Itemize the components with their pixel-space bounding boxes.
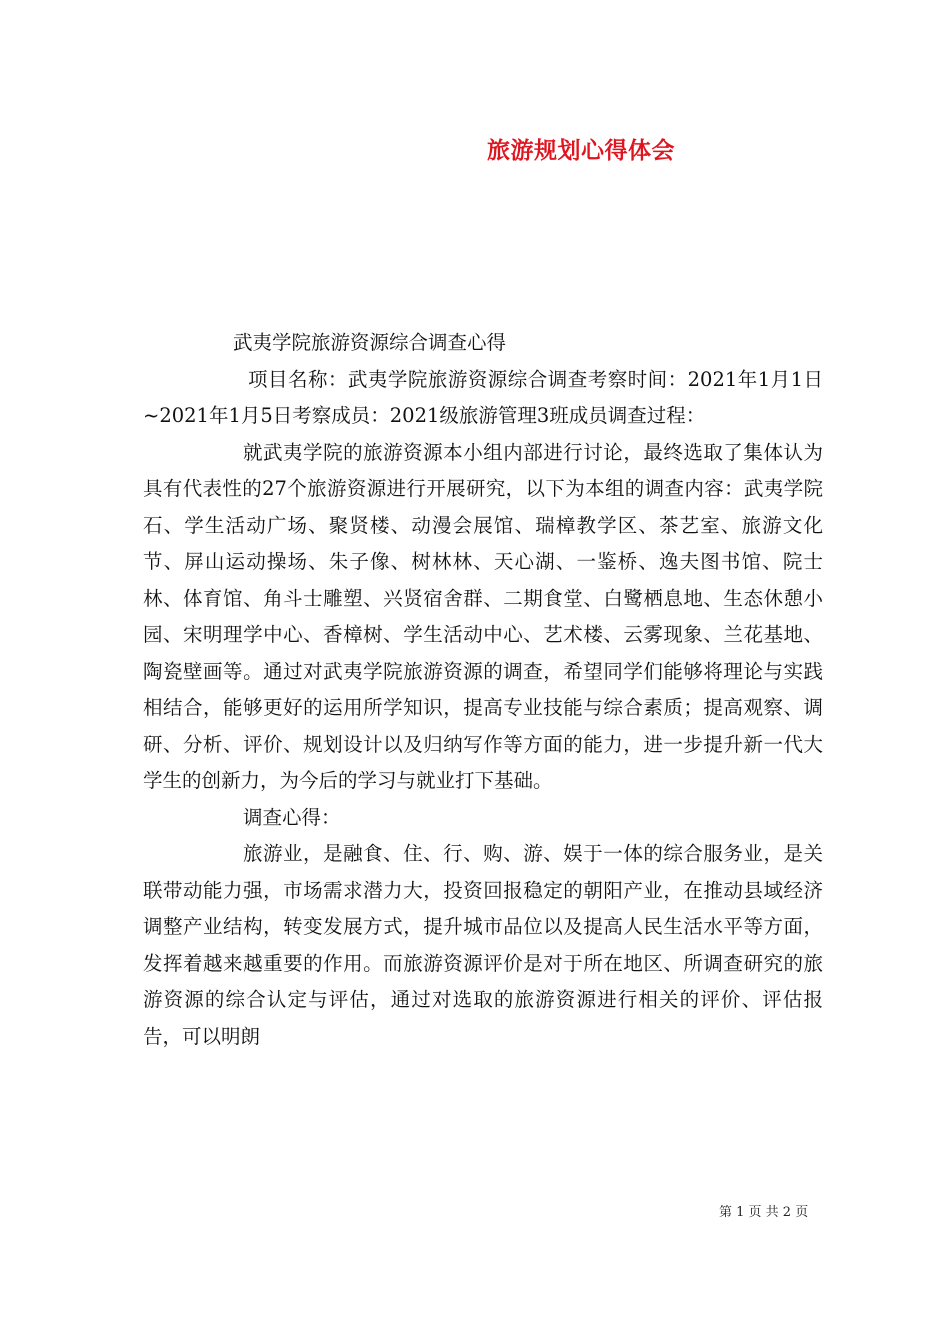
page-number: 第 1 页 共 2 页 (719, 1205, 809, 1220)
process-paragraph: 就武夷学院的旅游资源本小组内部进行讨论，最终选取了集体认为具有代表性的27个旅游资源进行开展研究，以下为本组的调查内容：武夷学院石、学生活动广场、聚贤楼、动漫会展馆、瑞樟教学区、茶艺室、旅游文化节、屏山运动操场、朱子像、树林林、天心湖、一鉴桥、逸夫图书馆、院士林、体育馆、角斗士雕塑、兴贤宿舍群、二期食堂、白鹭栖息地、生态休憩小园、宋明理学中心、香樟树、学生活动中心、艺术楼、云雾现象、兰花基地、陶瓷壁画等。通过对武夷学院旅游资源的调查，希望同学们能够将理论与实践相结合，能够更好的运用所学知识，提高专业技能与综合素质；提高观察、调研、分析、评价、规划设计以及归纳写作等方面的能力，进一步提升新一代大学生的创新力，为今后的学习与就业打下基础。 (143, 440, 823, 792)
findings-paragraph: 旅游业，是融食、住、行、购、游、娱于一体的综合服务业，是关联带动能力强，市场需求潜力大，投资回报稳定的朝阳产业，在推动县域经济调整产业结构，转变发展方式，提升城市品位以及提高人民生活水平等方面，发挥着越来越重要的作用。而旅游资源评价是对于所在地区、所调查研究的旅游资源的综合认定与评估，通过对选取的旅游资源进行相关的评价、评估报告，可以明朗 (143, 842, 823, 1048)
project-info-paragraph: 项目名称：武夷学院旅游资源综合调查考察时间：2021年1月1日~2021年1月5日考察成员：2021级旅游管理3班成员调查过程： (143, 367, 823, 427)
document-title: 旅游规划心得体会 (487, 137, 675, 164)
findings-heading: 调查心得： (243, 805, 341, 829)
document-body (143, 325, 823, 1055)
section-subtitle: 武夷学院旅游资源综合调查心得 (233, 331, 507, 354)
